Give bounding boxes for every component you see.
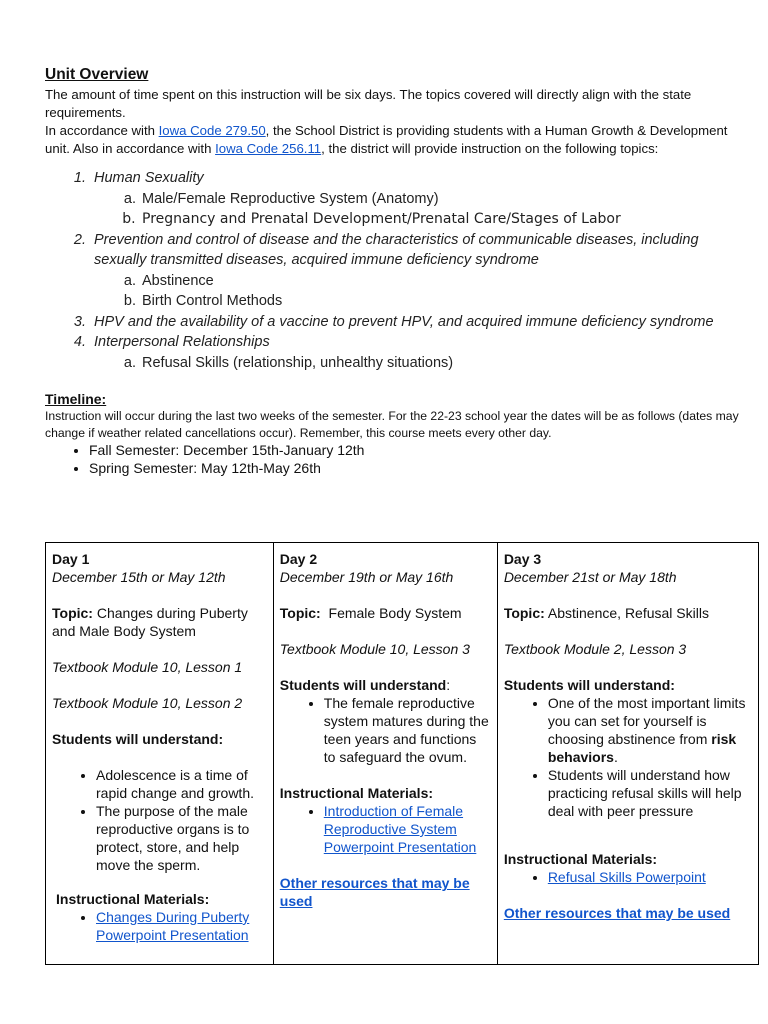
- materials-link[interactable]: Introduction of Female Reproductive System Powerpoint Presentation: [323, 803, 477, 855]
- semester-list: [45, 441, 745, 477]
- understand-label: Students will understand:: [52, 731, 224, 747]
- understand-item: • Adolescence is a time of rapid change and growth.: [96, 766, 267, 802]
- materials-label: Instructional Materials:: [56, 891, 210, 907]
- topic-label: Topic:: [279, 605, 321, 621]
- day-3-cell: [497, 543, 758, 965]
- understand-item: • Students will understand how practicing refusal skills will help deal with peer pressure: [548, 766, 752, 820]
- understand-item: • The purpose of the male reproductive organs is to protect, store, and help move the sperm.: [96, 802, 267, 874]
- topic-label: HPV and the availability of a vaccine to prevent HPV, and acquired immune deficiency syndrome: [94, 313, 714, 330]
- understand-list: [52, 766, 267, 874]
- iowa-code-256-link[interactable]: Iowa Code 256.11: [215, 141, 322, 156]
- day-title: Day 2: [279, 551, 318, 567]
- day-topic: [280, 604, 491, 622]
- materials-label: Instructional Materials:: [279, 785, 434, 801]
- materials-link[interactable]: Changes During Puberty Powerpoint Presentation: [96, 909, 250, 943]
- materials-item: [548, 868, 752, 886]
- subtopic-item: a. Abstinence: [140, 271, 745, 292]
- document-page: [45, 66, 745, 477]
- materials-link[interactable]: Refusal Skills Powerpoint: [547, 869, 706, 885]
- topics-list: [45, 168, 745, 373]
- subtopic-item: b. Birth Control Methods: [140, 291, 745, 312]
- semester-item: • Spring Semester: May 12th-May 26th: [89, 459, 745, 477]
- materials-item: [96, 908, 267, 944]
- topic-label: Prevention and control of disease and the characteristics of communicable diseases, including sexually transmitted diseases, acquired immune deficiency syndrome: [94, 231, 699, 268]
- textbook-ref: Textbook Module 10, Lesson 2: [52, 695, 243, 711]
- day-title: Day 1: [52, 551, 90, 567]
- materials-list: [280, 802, 491, 856]
- schedule-table: [45, 542, 759, 965]
- textbook-ref: Textbook Module 10, Lesson 1: [52, 659, 243, 675]
- textbook-ref: Textbook Module 10, Lesson 3: [279, 641, 470, 657]
- understand-label: Students will understand:: [279, 677, 451, 693]
- materials-label: Instructional Materials:: [503, 851, 658, 867]
- textbook-ref: Textbook Module 2, Lesson 3: [503, 641, 687, 657]
- materials-list: [504, 868, 752, 886]
- topic-text: Abstinence, Refusal Skills: [544, 605, 709, 621]
- topic-label: Topic:: [503, 605, 545, 621]
- topic-item: [90, 312, 745, 333]
- day-date: December 15th or May 12th: [52, 569, 226, 585]
- topic-label: Topic:: [52, 605, 93, 621]
- other-resources-link[interactable]: Other resources that may be used: [503, 905, 731, 921]
- day-topic: [52, 604, 267, 640]
- topic-text: Female Body System: [320, 605, 462, 621]
- p2-text-a: In accordance with: [45, 123, 159, 138]
- other-resources-link[interactable]: Other resources that may be used: [279, 875, 470, 909]
- day-1-cell: [46, 543, 274, 965]
- overview-paragraph-2: [45, 122, 745, 158]
- day-topic: [504, 604, 752, 622]
- topic-text: Changes during Puberty and Male Body System: [52, 605, 248, 639]
- overview-paragraph-1: The amount of time spent on this instruction will be six days. The topics covered will directly align with the state requirements.: [45, 87, 692, 120]
- understand-item: • The female reproductive system matures during the teen years and functions to safeguard the ovum.: [324, 694, 491, 766]
- understand-item: [548, 694, 752, 766]
- semester-item: • Fall Semester: December 15th-January 12th: [89, 441, 745, 459]
- subtopic-item: a. Refusal Skills (relationship, unhealthy situations): [140, 353, 745, 374]
- p2-text-c: , the district will provide instruction on the following topics:: [321, 141, 659, 156]
- materials-list: [52, 908, 267, 944]
- understand-list: [280, 694, 491, 766]
- understand-bold: risk behaviors: [547, 731, 737, 765]
- day-date: December 19th or May 16th: [279, 569, 454, 585]
- topic-label: Human Sexuality: [94, 170, 204, 186]
- topic-item: [90, 332, 745, 373]
- understand-label-text: Students will understand: [279, 677, 447, 693]
- subtopic-item: a. Male/Female Reproductive System (Anatomy): [140, 189, 745, 210]
- iowa-code-279-link[interactable]: Iowa Code 279.50: [158, 123, 266, 138]
- subtopic-item: b. Pregnancy and Prenatal Development/Prenatal Care/Stages of Labor: [140, 209, 745, 230]
- p2-text-b: , the School District is providing students with a Human Growth & Development unit. Also in accordance with: [45, 123, 728, 156]
- timeline-text: Instruction will occur during the last two weeks of the semester. For the 22-23 school year the dates will be as follows (dates may change if weather related cancellations occur). Remember, this course meets every other day.: [45, 409, 739, 440]
- materials-item: [324, 802, 491, 856]
- understand-label: Students will understand:: [503, 677, 675, 693]
- understand-text-end: .: [613, 749, 618, 765]
- timeline-heading: Timeline:: [45, 391, 107, 407]
- topic-item: [90, 168, 745, 230]
- unit-overview-heading: Unit Overview: [45, 66, 149, 83]
- understand-text: One of the most important limits you can set for yourself is choosing abstinence from: [547, 695, 746, 747]
- day-date: December 21st or May 18th: [503, 569, 677, 585]
- topic-label: Interpersonal Relationships: [94, 334, 270, 350]
- topic-item: [90, 230, 745, 312]
- day-2-cell: [273, 543, 497, 965]
- day-title: Day 3: [503, 551, 542, 567]
- understand-list: [504, 694, 752, 820]
